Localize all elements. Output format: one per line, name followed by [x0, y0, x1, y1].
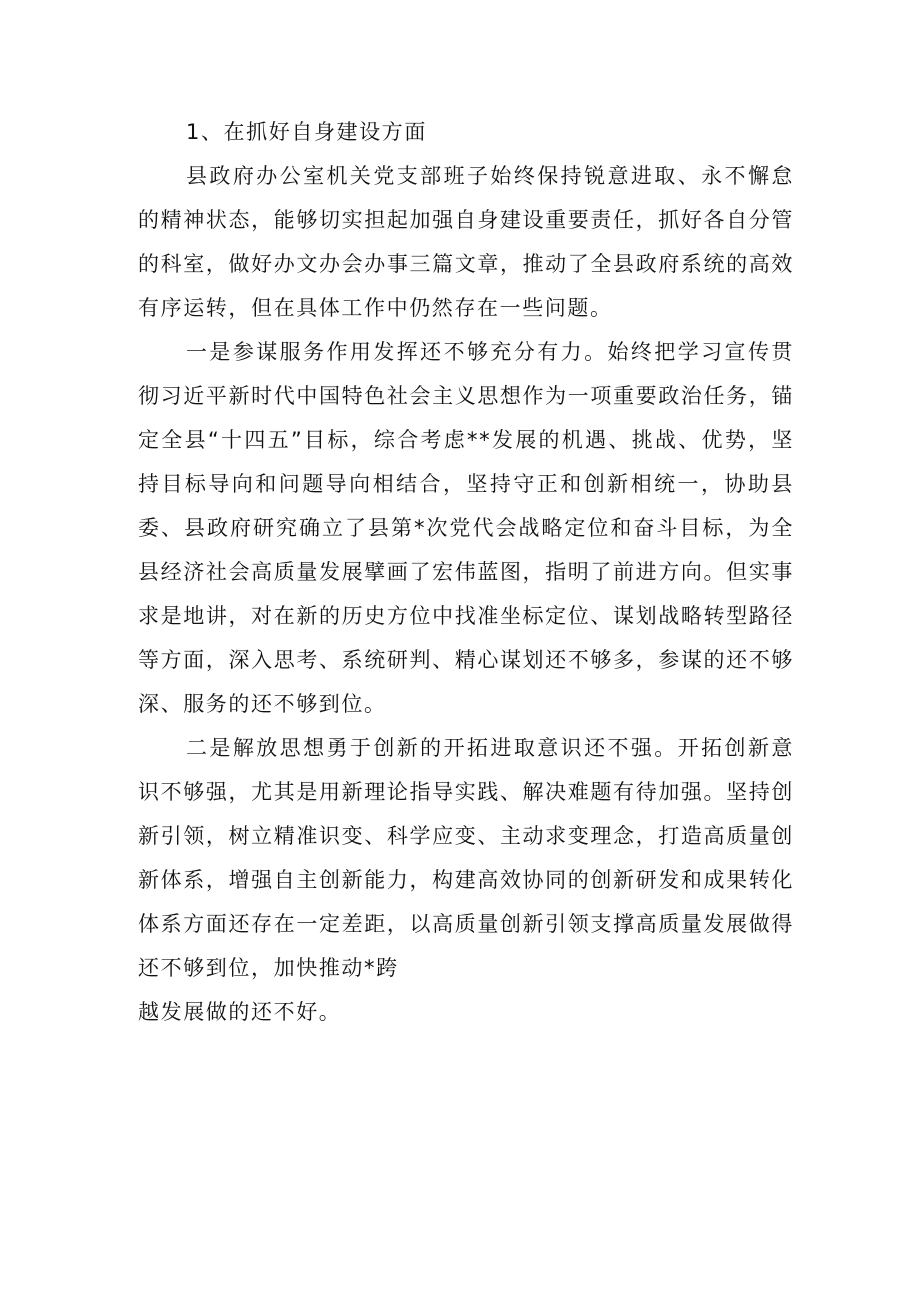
paragraph-point-one: 一是参谋服务作用发挥还不够充分有力。始终把学习宣传贯彻习近平新时代中国特色社会主义思想作为一项重要政治任务，锚定全县“十四五”目标，综合考虑**发展的机遇、挑战、优势，坚持目标导向和问题导向相结合，坚持守正和创新相统一，协助县委、县政府研究确立了县第*次党代会战略定位和奋斗目标，为全县经济社会高质量发展擘画了宏伟蓝图，指明了前进方向。但实事求是地讲，对在新的历史方位中找准坐标定位、谋划战略转型路径等方面，深入思考、系统研判、精心谋划还不够多，参谋的还不够深、服务的还不够到位。: [138, 340, 794, 716]
paragraph-overview: 县政府办公室机关党支部班子始终保持锐意进取、永不懈怠的精神状态，能够切实担起加强自身建设重要责任，抓好各自分管的科室，做好办文办会办事三篇文章，推动了全县政府系统的高效有序运转，但在具体工作中仍然存在一些问题。: [138, 164, 794, 320]
paragraph-point-two: 二是解放思想勇于创新的开拓进取意识还不强。开拓创新意识不够强，尤其是用新理论指导实践、解决难题有待加强。坚持创新引领，树立精准识变、科学应变、主动求变理念，打造高质量创新体系，增强自主创新能力，构建高效协同的创新研发和成果转化体系方面还存在一定差距，以高质量创新引领支撑高质量发展做得还不够到位，加快推动*跨: [138, 736, 794, 980]
document-body: [138, 110, 794, 1034]
section-heading: 1、在抓好自身建设方面: [186, 120, 427, 144]
paragraph-tail-line: 越发展做的还不好。: [138, 1000, 342, 1024]
